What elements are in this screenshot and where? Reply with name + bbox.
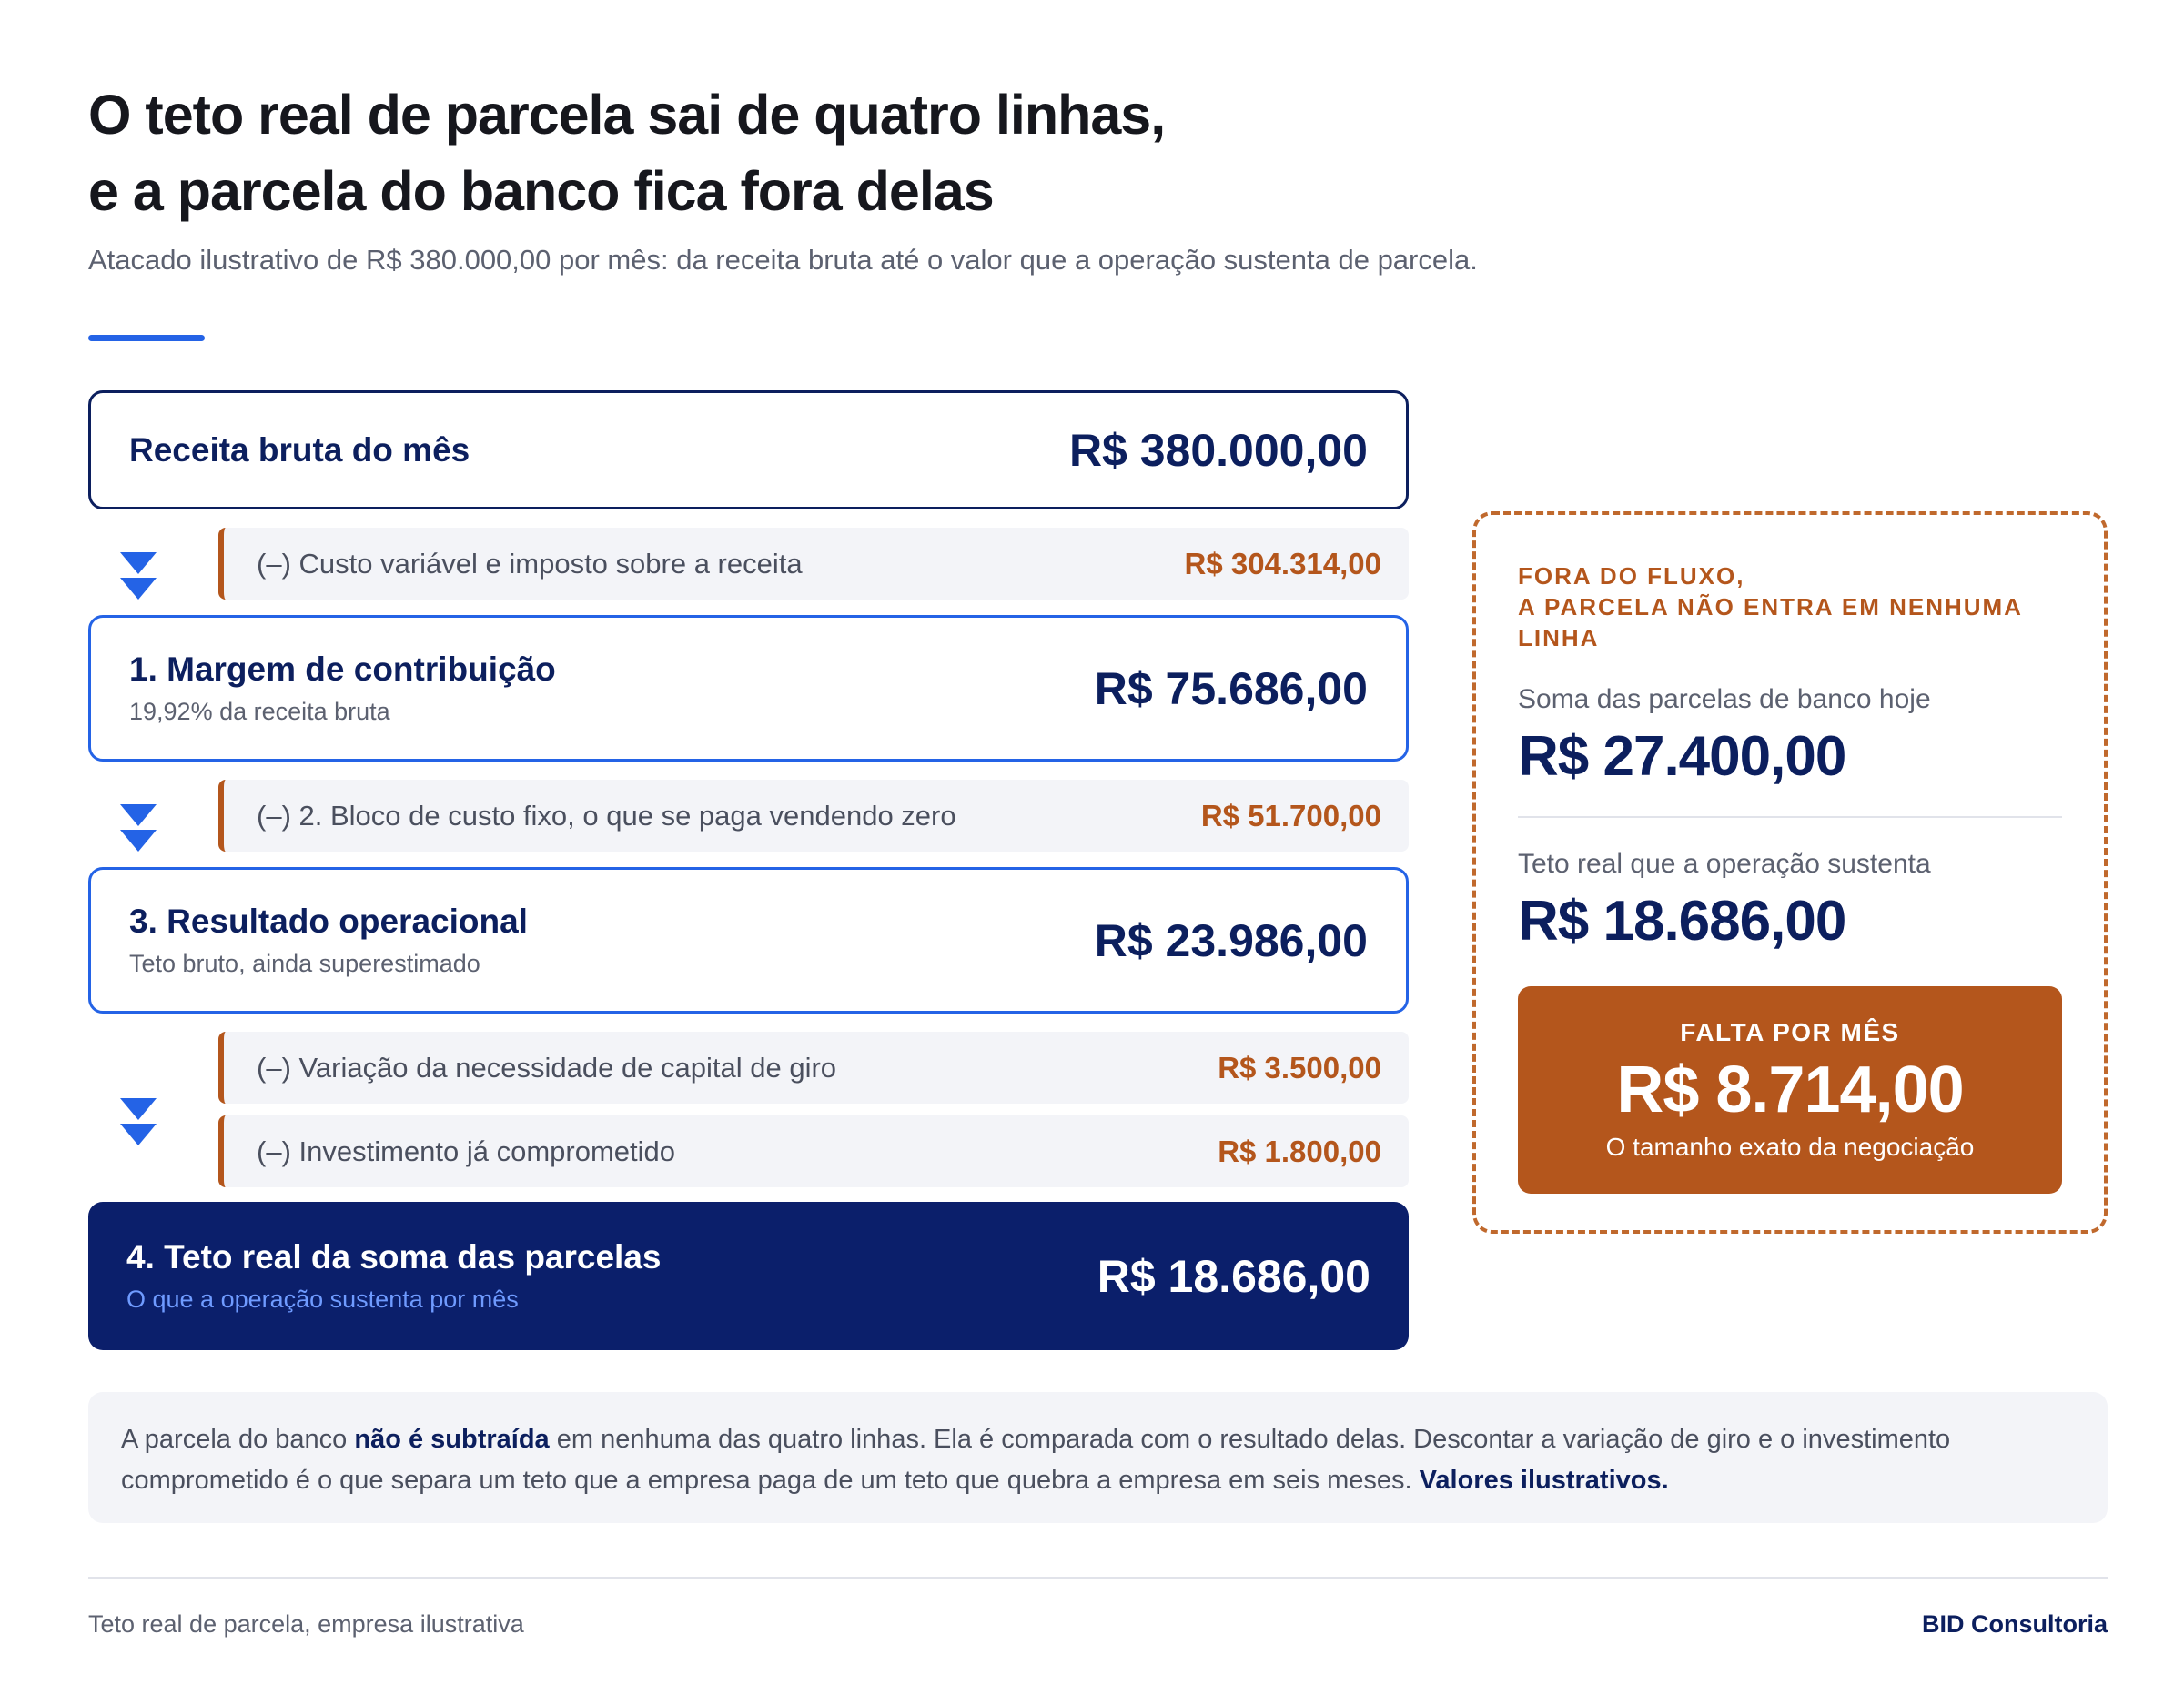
result-value: R$ 23.986,00	[1094, 914, 1368, 966]
panel-kicker-line-1: FORA DO FLUXO,	[1518, 562, 1745, 590]
explanatory-note	[88, 1392, 2108, 1523]
real-ceiling-label: Teto real que a operação sustenta	[1518, 849, 1931, 879]
revenue-label: Receita bruta do mês	[129, 430, 470, 469]
bank-installments-label: Soma das parcelas de banco hoje	[1518, 684, 1931, 714]
panel-kicker-line-3: LINHA	[1518, 624, 1600, 651]
working-capital-value: R$ 3.500,00	[1218, 1050, 1381, 1085]
title-line-1: O teto real de parcela sai de quatro linhas,	[88, 84, 1166, 146]
footer-brand: BID Consultoria	[1921, 1610, 2108, 1638]
variable-cost-label: (–) Custo variável e imposto sobre a receita	[257, 547, 803, 580]
result-label: 3. Resultado operacional	[129, 903, 528, 940]
panel-divider	[1518, 816, 2062, 818]
margin-label: 1. Margem de contribuição	[129, 651, 556, 688]
note-text-1: A parcela do banco	[121, 1425, 355, 1454]
margin-box	[88, 615, 1409, 762]
down-arrow-icon	[120, 552, 157, 603]
variable-cost-value: R$ 304.314,00	[1184, 546, 1381, 580]
revenue-box	[88, 390, 1409, 509]
note-bold-2: Valores ilustrativos.	[1419, 1466, 1669, 1495]
down-arrow-icon	[120, 804, 157, 855]
footer-caption: Teto real de parcela, empresa ilustrativa	[88, 1610, 524, 1638]
ceiling-sub: O que a operação sustenta por mês	[126, 1286, 519, 1313]
variable-cost-row	[218, 528, 1409, 600]
margin-sub: 19,92% da receita bruta	[129, 698, 390, 725]
footer-divider	[88, 1577, 2108, 1579]
page-subtitle: Atacado ilustrativo de R$ 380.000,00 por mês: da receita bruta até o valor que a operação sustenta de parcela.	[88, 244, 1478, 276]
real-ceiling-value: R$ 18.686,00	[1518, 890, 1846, 953]
ceiling-label: 4. Teto real da soma das parcelas	[126, 1238, 662, 1276]
working-capital-row	[218, 1032, 1409, 1104]
monthly-gap-kicker: FALTA POR MÊS	[1680, 1018, 1900, 1046]
monthly-gap-card	[1518, 986, 2062, 1194]
fixed-cost-value: R$ 51.700,00	[1200, 798, 1381, 832]
investment-label: (–) Investimento já comprometido	[257, 1135, 676, 1167]
monthly-gap-value: R$ 8.714,00	[1616, 1054, 1964, 1126]
accent-bar	[88, 335, 205, 341]
monthly-gap-note: O tamanho exato da negociação	[1605, 1133, 1975, 1161]
note-text-2: em nenhuma das quatro linhas. Ela é comparada com o resultado delas. Descontar a variação de giro e o investimento comprometido é o que separa um teto que a empresa paga de um teto que quebra a empresa em seis meses.	[121, 1425, 1951, 1495]
ceiling-value: R$ 18.686,00	[1097, 1250, 1370, 1302]
investment-row	[218, 1115, 1409, 1187]
fixed-cost-label: (–) 2. Bloco de custo fixo, o que se paga vendendo zero	[257, 799, 956, 832]
result-box	[88, 867, 1409, 1014]
fixed-cost-row	[218, 780, 1409, 852]
bank-installments-value: R$ 27.400,00	[1518, 725, 1846, 788]
down-arrow-icon	[120, 1098, 157, 1149]
outside-flow-panel	[1472, 511, 2108, 1234]
working-capital-label: (–) Variação da necessidade de capital de giro	[257, 1051, 837, 1084]
note-bold-1: não é subtraída	[354, 1425, 550, 1454]
revenue-value: R$ 380.000,00	[1068, 424, 1368, 476]
panel-kicker-line-2: A PARCELA NÃO ENTRA EM NENHUMA	[1518, 593, 2023, 620]
result-sub: Teto bruto, ainda superestimado	[129, 950, 480, 977]
title-line-2: e a parcela do banco fica fora delas	[88, 160, 994, 222]
ceiling-box	[88, 1202, 1409, 1350]
investment-value: R$ 1.800,00	[1218, 1134, 1381, 1168]
page-title	[88, 76, 1453, 229]
margin-value: R$ 75.686,00	[1094, 662, 1368, 714]
panel-kicker	[1518, 560, 2062, 653]
